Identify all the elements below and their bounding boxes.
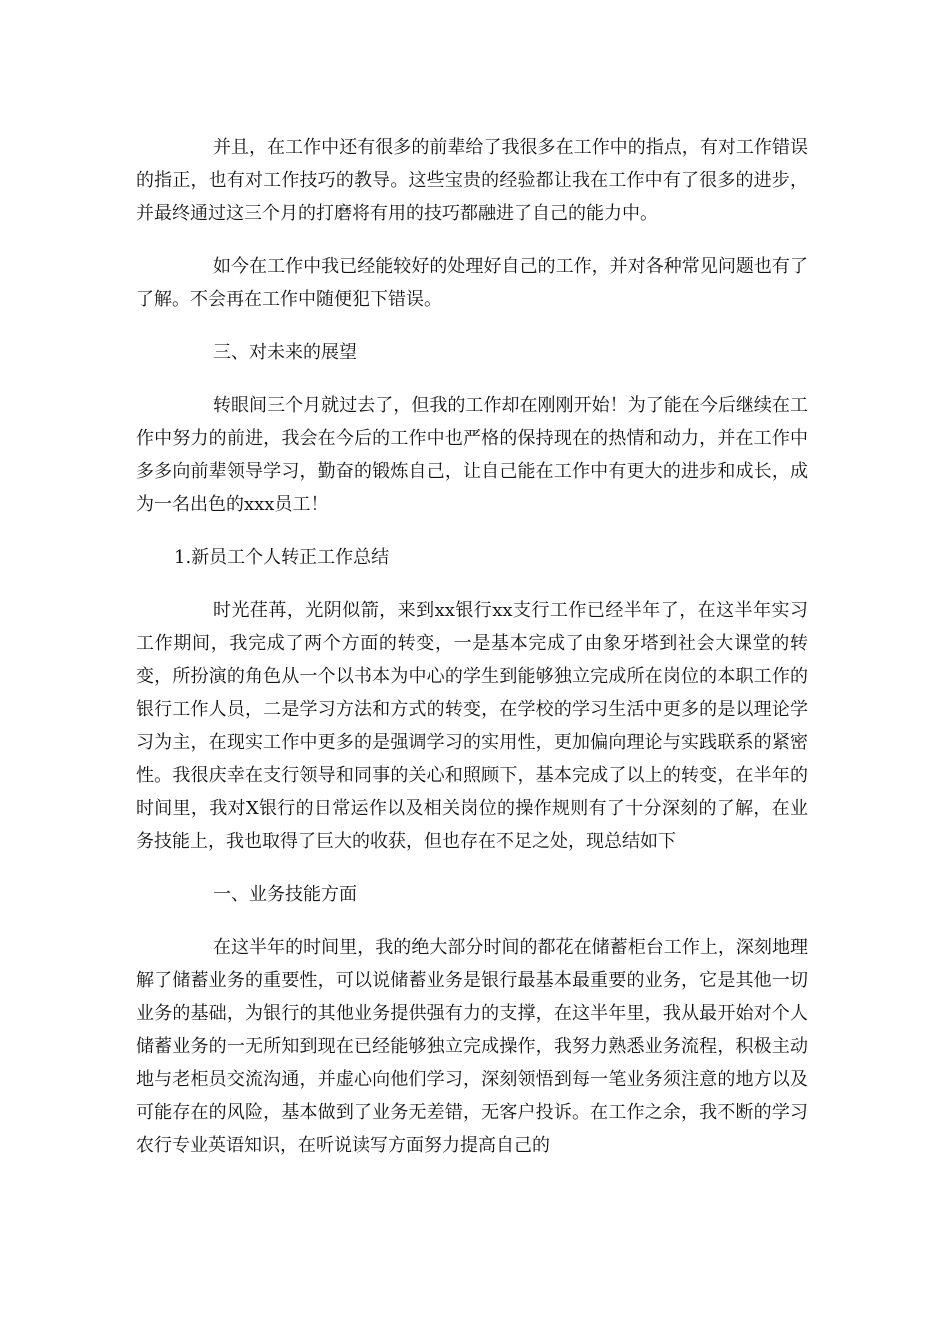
section-heading-business-skills: 一、业务技能方面 xyxy=(213,884,357,905)
numbered-title-summary: 1.新员工个人转正工作总结 xyxy=(174,547,390,568)
paragraph-guidance: 并且，在工作中还有很多的前辈给了我很多在工作中的指点，有对工作错误的指正，也有对工作技巧的教导。这些宝贵的经验都让我在工作中有了很多的进步，并最终通过这三个月的打磨将有用的技巧都融进了自己的能力中。 xyxy=(136,137,808,224)
paragraph-current-ability: 如今在工作中我已经能较好的处理好自己的工作，并对各种常见问题也有了了解。不会再在工作中随便犯下错误。 xyxy=(136,256,808,310)
section-heading-future-outlook: 三、对未来的展望 xyxy=(213,342,357,363)
document-body xyxy=(136,131,808,1182)
paragraph-future-plans: 转眼间三个月就过去了，但我的工作却在刚刚开始！为了能在今后继续在工作中努力的前进，我会在今后的工作中也严格的保持现在的热情和动力，并在工作中多多向前辈领导学习，勤奋的锻炼自己，让自己能在工作中有更大的进步和成长，成为一名出色的xxx员工！ xyxy=(136,395,808,515)
paragraph-savings-counter: 在这半年的时间里，我的绝大部分时间的都花在储蓄柜台工作上，深刻地理解了储蓄业务的重要性，可以说储蓄业务是银行最基本最重要的业务，它是其他一切业务的基础，为银行的其他业务提供强有力的支撑，在这半年里，我从最开始对个人储蓄业务的一无所知到现在已经能够独立完成操作，我努力熟悉业务流程，积极主动地与老柜员交流沟通，并虚心向他们学习，深刻领悟到每一笔业务须注意的地方以及可能存在的风险，基本做到了业务无差错，无客户投诉。在工作之余，我不断的学习农行专业英语知识，在听说读写方面努力提高自己的 xyxy=(136,937,808,1156)
paragraph-half-year-review: 时光荏苒，光阴似箭，来到xx银行xx支行工作已经半年了，在这半年实习工作期间，我完成了两个方面的转变，一是基本完成了由象牙塔到社会大课堂的转变，所扮演的角色从一个以书本为中心的学生到能够独立完成所在岗位的本职工作的银行工作人员，二是学习方法和方式的转变，在学校的学习生活中更多的是以理论学习为主，在现实工作中更多的是强调学习的实用性，更加偏向理论与实践联系的紧密性。我很庆幸在支行领导和同事的关心和照顾下，基本完成了以上的转变，在半年的时间里，我对X银行的日常运作以及相关岗位的操作规则有了十分深刻的了解，在业务技能上，我也取得了巨大的收获，但也存在不足之处，现总结如下 xyxy=(136,600,808,852)
